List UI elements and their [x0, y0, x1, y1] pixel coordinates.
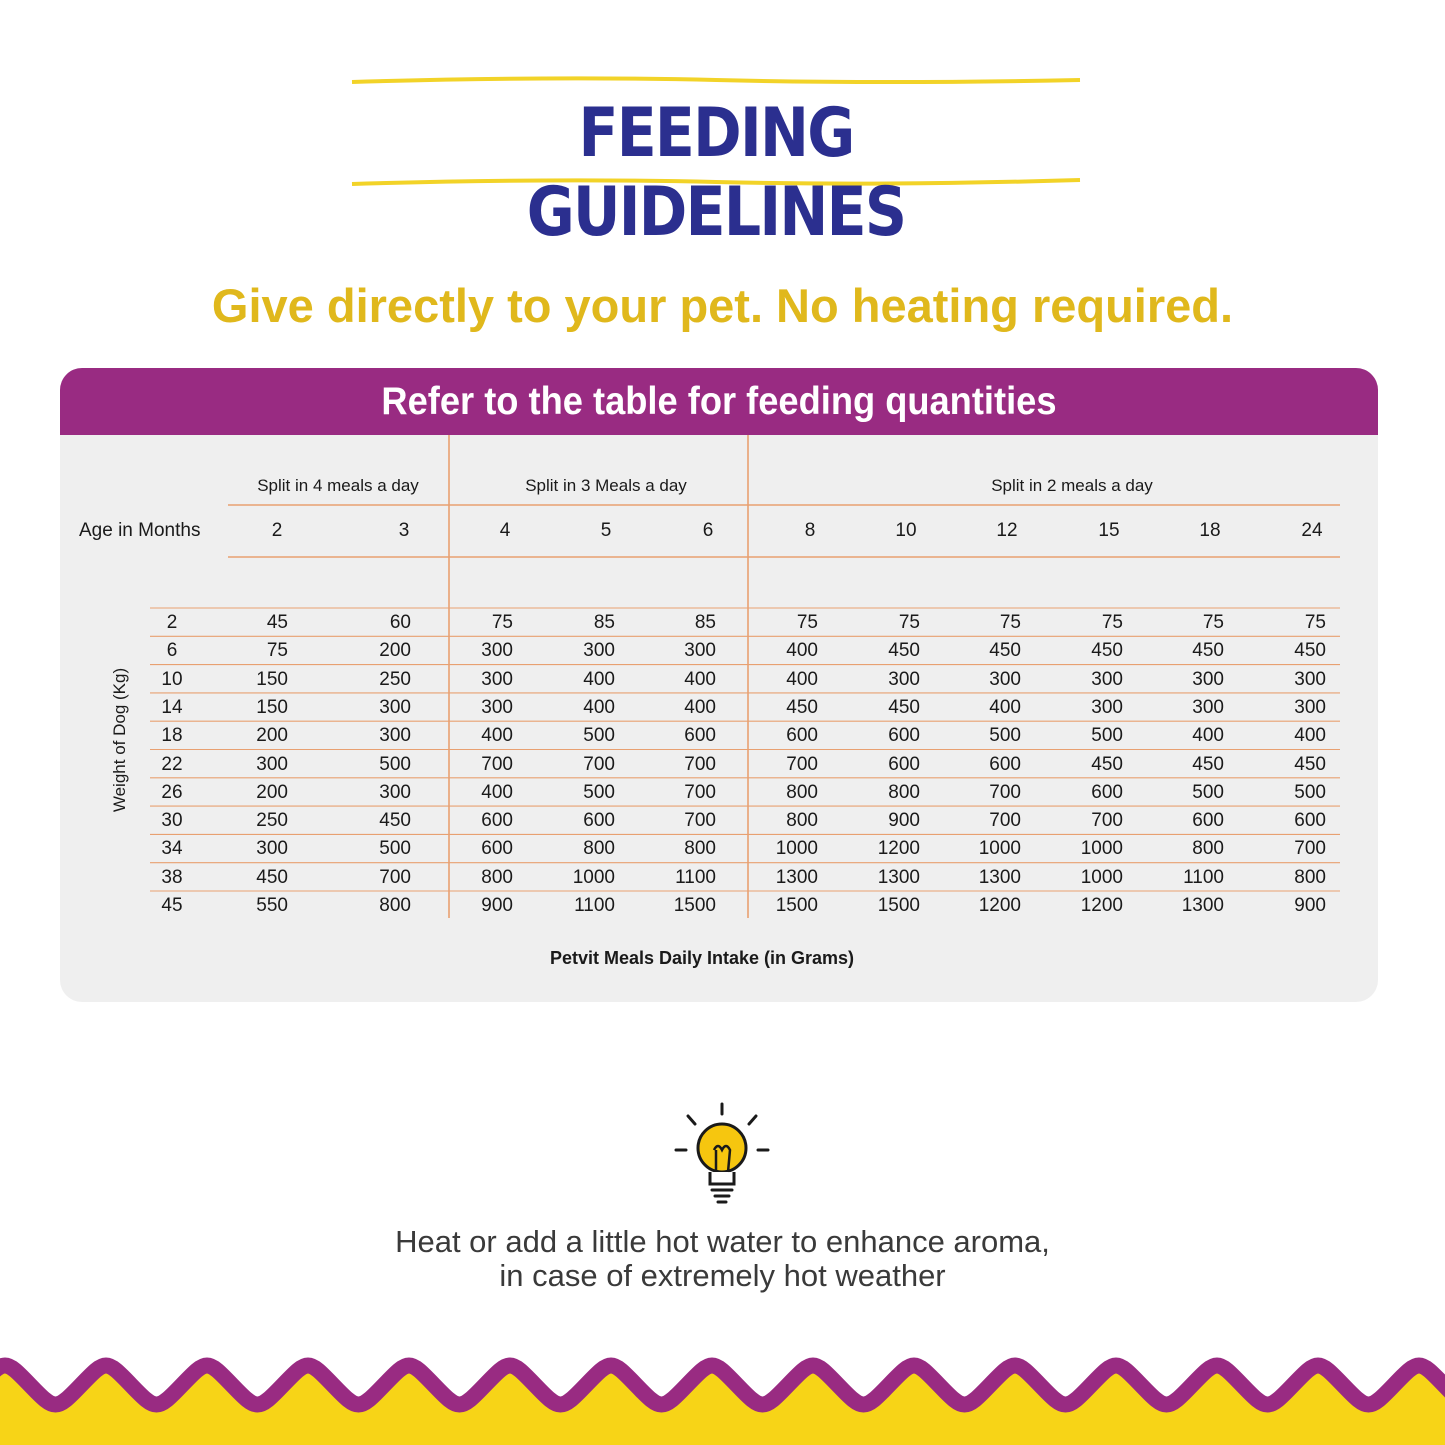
table-cell: 250 [379, 668, 411, 690]
table-cell: 450 [256, 866, 288, 888]
table-cell: 300 [379, 781, 411, 803]
weight-cell: 10 [161, 668, 183, 690]
table-cell: 600 [989, 753, 1021, 775]
table-cell: 450 [1192, 753, 1224, 775]
age-header: 24 [1301, 520, 1323, 541]
table-cell: 1500 [673, 895, 716, 916]
table-cell: 700 [989, 781, 1021, 803]
table-cell: 300 [481, 640, 513, 662]
age-header: 15 [1098, 520, 1120, 541]
table-cell: 500 [1294, 781, 1326, 803]
table-cell: 700 [481, 753, 513, 775]
table-cell: 450 [989, 640, 1021, 662]
table-cell: 550 [256, 895, 288, 916]
table-cell: 400 [1192, 725, 1224, 747]
weight-cell: 30 [161, 810, 183, 832]
age-header: 2 [271, 520, 283, 541]
table-cell: 300 [256, 838, 288, 860]
age-header: 18 [1199, 520, 1221, 541]
table-cell: 150 [256, 696, 288, 718]
age-header: 8 [804, 520, 816, 541]
table-cell: 1300 [775, 866, 818, 888]
table-cell: 600 [1091, 781, 1123, 803]
table-cell: 200 [256, 781, 288, 803]
table-cell: 800 [481, 866, 513, 888]
table-cell: 500 [379, 753, 411, 775]
table-cell: 400 [1294, 725, 1326, 747]
table-cell: 75 [491, 612, 513, 633]
title-block [350, 72, 1082, 252]
table-cell: 700 [684, 781, 716, 803]
weight-cell: 22 [161, 753, 183, 775]
group-label-4-meals: Split in 4 meals a day [257, 476, 419, 495]
table-cell: 700 [684, 753, 716, 775]
age-header: 5 [600, 520, 612, 541]
table-cell: 800 [583, 838, 615, 860]
table-cell: 150 [256, 668, 288, 690]
table-cell: 400 [583, 696, 615, 718]
table-cell: 1100 [574, 895, 615, 916]
table-cell: 450 [1091, 753, 1123, 775]
table-cell: 700 [786, 753, 818, 775]
table-cell: 300 [1294, 696, 1326, 718]
age-header: 10 [895, 520, 917, 541]
table-cell: 600 [1192, 810, 1224, 832]
table-cell: 300 [1294, 668, 1326, 690]
table-cell: 450 [379, 810, 411, 832]
table-cell: 900 [888, 810, 920, 832]
table-cell: 600 [481, 810, 513, 832]
table-cell: 300 [1091, 696, 1123, 718]
table-cell: 300 [256, 753, 288, 775]
page-title: FEEDING GUIDELINES [526, 94, 906, 252]
table-cell: 300 [1192, 696, 1224, 718]
table-cell: 700 [379, 866, 411, 888]
weight-cell: 38 [161, 866, 183, 888]
weight-cell: 14 [161, 696, 183, 718]
table-cell: 500 [1091, 725, 1123, 747]
age-header: 6 [702, 520, 714, 541]
table-cell: 300 [888, 668, 920, 690]
table-cell: 75 [796, 612, 818, 633]
table-cell: 800 [888, 781, 920, 803]
table-cell: 450 [1294, 640, 1326, 662]
table-cell: 900 [1294, 895, 1326, 916]
table-cell: 450 [1091, 640, 1123, 662]
table-cell: 600 [888, 753, 920, 775]
table-cell: 300 [481, 668, 513, 690]
table-cell: 1000 [978, 838, 1021, 860]
age-header: 3 [398, 520, 410, 541]
table-cell: 800 [1192, 838, 1224, 860]
table-cell: 800 [379, 895, 411, 916]
table-cell: 800 [786, 781, 818, 803]
table-cell: 800 [786, 810, 818, 832]
feeding-table-card [60, 368, 1378, 1002]
table-cell: 500 [583, 725, 615, 747]
table-cell: 400 [786, 640, 818, 662]
table-cell: 700 [583, 753, 615, 775]
table-cell: 75 [898, 612, 920, 633]
table-cell: 1100 [1183, 866, 1224, 888]
table-cell: 600 [1294, 810, 1326, 832]
table-cell: 200 [379, 640, 411, 662]
age-header: 12 [996, 520, 1018, 541]
table-cell: 300 [684, 640, 716, 662]
table-cell: 600 [684, 725, 716, 747]
table-cell: 600 [481, 838, 513, 860]
table-cell: 700 [1091, 810, 1123, 832]
table-cell: 800 [684, 838, 716, 860]
table-cell: 1200 [877, 838, 920, 860]
table-cell: 75 [999, 612, 1021, 633]
table-cell: 75 [1101, 612, 1123, 633]
weight-cell: 26 [161, 781, 183, 803]
table-footer-label: Petvit Meals Daily Intake (in Grams) [549, 948, 855, 968]
table-cell: 1200 [978, 895, 1021, 916]
table-cell: 450 [888, 640, 920, 662]
table-cell: 75 [1202, 612, 1224, 633]
table-cell: 300 [1192, 668, 1224, 690]
table-cell: 500 [379, 838, 411, 860]
table-cell: 45 [266, 612, 288, 633]
age-header: 4 [499, 520, 511, 541]
table-cell: 400 [481, 725, 513, 747]
table-cell: 400 [481, 781, 513, 803]
table-cell: 400 [684, 668, 716, 690]
table-cell: 400 [786, 668, 818, 690]
tip-line-2: in case of extremely hot weather [499, 1258, 946, 1293]
age-in-months-label: Age in Months [79, 520, 201, 541]
table-cell: 1500 [775, 895, 818, 916]
table-cell: 500 [583, 781, 615, 803]
table-cell: 1300 [978, 866, 1021, 888]
table-cell: 700 [989, 810, 1021, 832]
table-cell: 1300 [877, 866, 920, 888]
table-cell: 400 [989, 696, 1021, 718]
lightbulb-icon [670, 1100, 774, 1212]
table-cell: 800 [1294, 866, 1326, 888]
group-label-2-meals: Split in 2 meals a day [991, 476, 1153, 495]
table-cell: 450 [888, 696, 920, 718]
weight-cell: 6 [166, 640, 178, 662]
weight-cell: 18 [161, 725, 183, 747]
table-cell: 1000 [1080, 866, 1123, 888]
table-cell: 300 [583, 640, 615, 662]
tip-line-1: Heat or add a little hot water to enhance aroma, [395, 1224, 1050, 1259]
table-cell: 1000 [1080, 838, 1123, 860]
table-cell: 85 [593, 612, 615, 633]
table-cell: 200 [256, 725, 288, 747]
table-cell: 450 [786, 696, 818, 718]
table-cell: 450 [1294, 753, 1326, 775]
table-cell: 1000 [775, 838, 818, 860]
table-cell: 600 [888, 725, 920, 747]
group-label-3-meals: Split in 3 Meals a day [525, 476, 687, 495]
table-cell: 75 [1304, 612, 1326, 633]
table-cell: 500 [989, 725, 1021, 747]
table-cell: 300 [481, 696, 513, 718]
weight-cell: 34 [161, 838, 183, 860]
table-cell: 700 [684, 810, 716, 832]
table-cell: 600 [786, 725, 818, 747]
table-cell: 450 [1192, 640, 1224, 662]
table-cell: 1100 [675, 866, 716, 888]
weight-cell: 45 [161, 895, 183, 916]
table-cell: 1300 [1181, 895, 1224, 916]
table-cell: 1000 [572, 866, 615, 888]
table-cell: 300 [379, 696, 411, 718]
table-cell: 1500 [877, 895, 920, 916]
table-cell: 400 [583, 668, 615, 690]
table-cell: 75 [266, 640, 288, 662]
table-cell: 400 [684, 696, 716, 718]
table-cell: 700 [1294, 838, 1326, 860]
weight-axis-label: Weight of Dog (Kg) [110, 667, 129, 813]
card-header-text: Refer to the table for feeding quantities [381, 380, 1057, 423]
table-cell: 300 [989, 668, 1021, 690]
table-cell: 600 [583, 810, 615, 832]
weight-cell: 2 [166, 612, 178, 633]
decorative-wave-footer [0, 1345, 1445, 1445]
table-cell: 500 [1192, 781, 1224, 803]
table-cell: 60 [389, 612, 411, 633]
subtitle: Give directly to your pet. No heating required. [211, 279, 1234, 332]
table-cell: 85 [694, 612, 716, 633]
table-cell: 300 [379, 725, 411, 747]
table-cell: 300 [1091, 668, 1123, 690]
table-cell: 900 [481, 895, 513, 916]
table-cell: 250 [256, 810, 288, 832]
table-cell: 1200 [1080, 895, 1123, 916]
